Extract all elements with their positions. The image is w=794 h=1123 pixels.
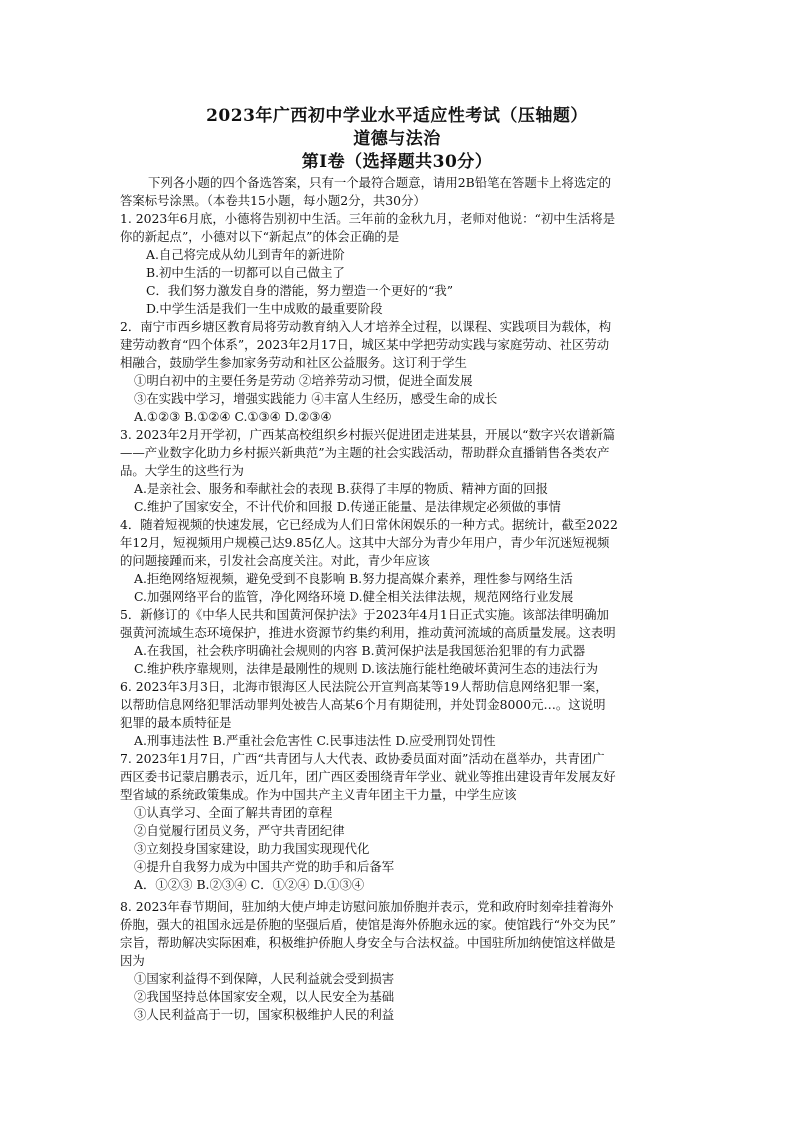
- question-2-stem: 相融合，鼓励学生参加家务劳动和社区公益服务。这订利于学生: [120, 355, 467, 370]
- question-6-options: A.刑事违法性 B.严重社会危害性 C.民事违法性 D.应受刑罚处罚性: [134, 733, 496, 748]
- question-5-options: A.在我国，社会秩序明确社会规则的内容 B.黄河保护法是我国惩治犯罪的有力武器: [134, 643, 586, 658]
- question-2-stem: 2．南宁市西乡塘区教育局将劳动教育纳入人才培养全过程，以课程、实践项目为载体，构: [120, 319, 612, 334]
- question-8-stem: 宗旨，帮助解决实际困难，积极维护侨胞人身安全与合法权益。中国驻所加纳使馆这样做是: [120, 935, 616, 950]
- question-8-stem: 因为: [120, 953, 145, 968]
- question-4-options: A.拒绝网络短视频，避免受到不良影响 B.努力提高媒介素养，理性参与网络生活: [134, 571, 573, 586]
- question-1-stem: 1. 2023年6月底，小德将告别初中生活。三年前的金秋九月，老师对他说：“初中生活将是: [120, 211, 616, 226]
- question-7-stem: 型省域的系统政策集成。作为中国共产主义青年团主干力量，中学生应该: [120, 787, 517, 802]
- question-5-stem: 5．新修订的《中华人民共和国黄河保护法》于2023年4月1日正式实施。该部法律明确加: [120, 607, 609, 622]
- question-6-stem: 以帮助信息网络犯罪活动罪判处被告人高某6个月有期徒刑，并处罚金8000元…。这说明: [120, 697, 606, 712]
- question-7-options: A．①②③ B.②③④ C．①②④ D.①③④: [134, 877, 365, 892]
- section-title: 第I卷（选择题共30分）: [301, 152, 493, 172]
- question-4-stem: 年12月，短视频用户规模己达9.85亿人。这其中大部分为青少年用户，青少年沉迷短视频: [120, 535, 610, 550]
- question-3-options: C.维护了国家安全，不计代价和回报 D.传递正能量、是法律规定必须做的事情: [134, 499, 561, 514]
- instructions-line: 下列各小题的四个备选答案，只有一个最符合题意，请用2B铅笔在答题卡上将选定的: [148, 175, 612, 190]
- question-7-item: ③立刻投身国家建设，助力我国实现现代化: [134, 841, 370, 856]
- question-5-options: C.维护秩序靠规则，法律是最刚性的规则 D.该法施行能杜绝破坏黄河生态的违法行为: [134, 661, 599, 676]
- question-7-item: ②自觉履行团员义务，严守共青团纪律: [134, 823, 345, 838]
- subject-title: 道德与法治: [353, 129, 441, 149]
- question-7-item: ④提升自我努力成为中国共产党的助手和后备军: [134, 859, 395, 874]
- question-2-options: A.①②③ B.①②④ C.①③④ D.②③④: [134, 409, 332, 424]
- question-1-option-d: D.中学生活是我们一生中成败的最重要阶段: [146, 301, 383, 316]
- question-2-items: ①明白初中的主要任务是劳动 ②培养劳动习惯，促进全面发展: [134, 373, 473, 388]
- question-6-stem: 犯罪的最本质特征是: [120, 715, 232, 730]
- question-4-stem: 的问题接踵而来，引发社会高度关注。对此，青少年应该: [120, 553, 430, 568]
- question-8-stem: 8. 2023年春节期间，驻加纳大使卢坤走访慰问旅加侨胞并表示，党和政府时刻牵挂着海外: [120, 899, 614, 914]
- question-1-stem: 你的新起点”，小德对以下“新起点”的体会正确的是: [120, 229, 400, 244]
- instructions-line: 答案标号涂黑。（本卷共15小题，每小题2分，共30分）: [120, 193, 426, 208]
- question-3-stem: 3. 2023年2月开学初，广西某高校组织乡村振兴促进团走进某县，开展以“数字兴农谱新篇: [120, 427, 616, 442]
- question-1-option-b: B.初中生活的一切都可以自己做主了: [146, 265, 345, 280]
- question-8-item: ①国家利益得不到保障，人民利益就会受到损害: [134, 971, 395, 986]
- question-6-stem: 6. 2023年3月3日，北海市银海区人民法院公开宣判高某等19人帮助信息网络犯罪一案，: [120, 679, 608, 694]
- question-1-option-a: A.自己将完成从幼儿到青年的新进阶: [146, 247, 345, 262]
- exam-title: 2023年广西初中学业水平适应性考试（压轴题）: [206, 106, 588, 126]
- question-4-stem: 4．随着短视频的快速发展，它已经成为人们日常休闲娱乐的一种方式。据统计，截至2022: [120, 517, 618, 532]
- question-5-stem: 强黄河流域生态环境保护，推进水资源节约集约利用，推动黄河流域的高质量发展。这表明: [120, 625, 616, 640]
- question-8-stem: 侨胞，强大的祖国永远是侨胞的坚强后盾，使馆是海外侨胞永远的家。使馆践行“外交为民”: [120, 917, 616, 932]
- question-7-stem: 西区委书记蒙启鹏表示，近几年，团广西区委围绕青年学业、就业等推出建设青年发展友好: [120, 769, 616, 784]
- question-8-item: ③人民利益高于一切，国家积极维护人民的利益: [134, 1007, 395, 1022]
- question-8-item: ②我国坚持总体国家安全观，以人民安全为基础: [134, 989, 395, 1004]
- question-2-items: ③在实践中学习，增强实践能力 ④丰富人生经历，感受生命的成长: [134, 391, 498, 406]
- question-3-stem: ——产业数字化助力乡村振兴新典范”为主题的社会实践活动，帮助群众直播销售各类农产: [120, 445, 610, 460]
- question-3-stem: 品。大学生的这些行为: [120, 463, 244, 478]
- question-7-stem: 7. 2023年1月7日，广西“共青团与人大代表、政协委员面对面”活动在邕举办，共青团广: [120, 751, 605, 766]
- question-2-stem: 建劳动教育“四个体系”，2023年2月17日，城区某中学把劳动实践与家庭劳动、社区劳动: [120, 337, 610, 352]
- question-3-options: A.是亲社会、服务和奉献社会的表现 B.获得了丰厚的物质、精神方面的回报: [134, 481, 548, 496]
- question-4-options: C.加强网络平台的监管，净化网络环境 D.健全相关法律法规，规范网络行业发展: [134, 589, 574, 604]
- question-7-item: ①认真学习、全面了解共青团的章程: [134, 805, 333, 820]
- question-1-option-c: C．我们努力激发自身的潜能，努力塑造一个更好的“我”: [146, 283, 454, 298]
